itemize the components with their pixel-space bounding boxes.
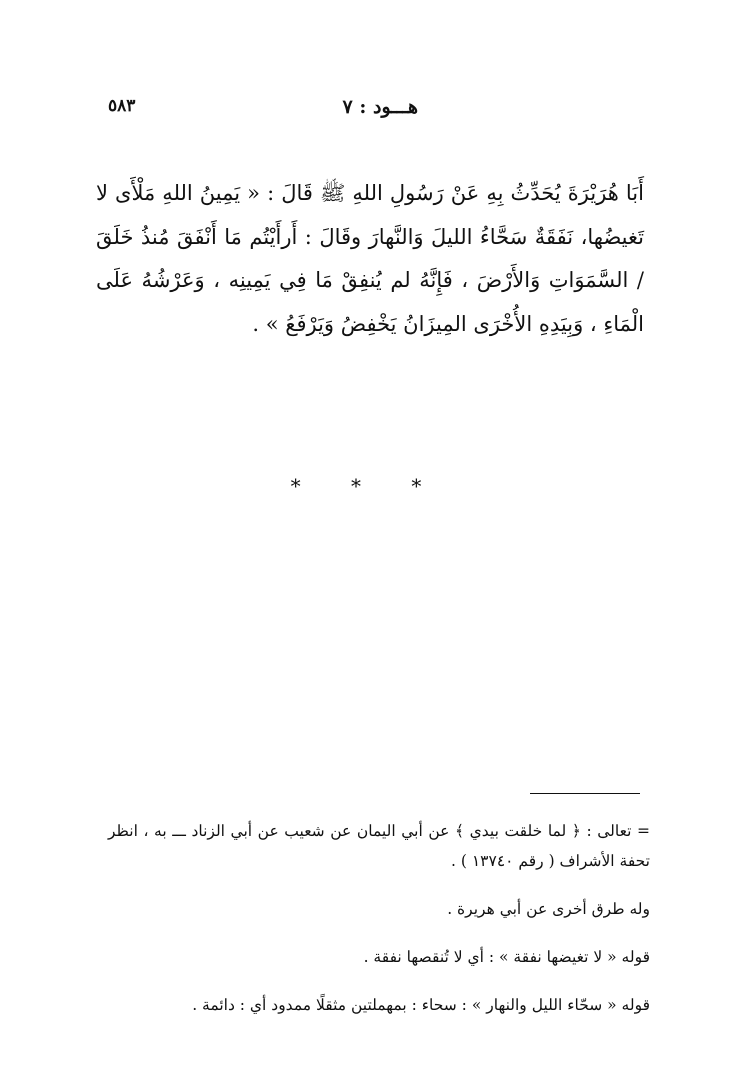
section-separator: * * * xyxy=(290,474,444,498)
footnote-divider xyxy=(530,793,640,794)
footnote-continuation: = تعالى : ﴿ لما خلقت بيدي ﴾ عن أبي اليمان عن شعيب عن أبي الزناد ـــ به ، انظر تحفة الأشراف ( رقم ١٣٧٤٠ ) . xyxy=(108,822,650,870)
surah-verse-title: هـــود : ٧ xyxy=(342,96,418,118)
footnote-item: قوله « سحّاء الليل والنهار » : سحاء : بمهملتين مثقلًا ممدود أي : دائمة . xyxy=(192,996,650,1014)
footnote-item: قوله « لا تغيضها نفقة » : أي لا تُنقصها نفقة . xyxy=(363,948,650,966)
page-number: ٥٨٣ xyxy=(108,96,136,116)
footnote-item: وله طرق أخرى عن أبي هريرة . xyxy=(447,900,650,918)
hadith-text: أَبَا هُرَيْرَةَ يُحَدِّثُ بِهِ عَنْ رَسُولِ اللهِ ﷺ قَالَ : « يَمِينُ اللهِ مَلْأَى لا تَغيضُها، نَفَقَةٌ سَحَّاءُ الليلَ وَالنَّهارَ وقَالَ : أَرأَيْتُم مَا أَنْفَقَ مُنذُ خَلَقَ / السَّمَوَاتِ وَالأَرْضَ ، فَإِنَّهُ لم يُنفِقْ مَا فِي يَمِينِه ، وَعَرْشُهُ عَلَى الْمَاءِ ، وَبِيَدِهِ الأُخْرَى المِيزَانُ يَخْفِضُ وَيَرْفَعُ » . xyxy=(96,181,644,336)
footnotes xyxy=(108,816,650,1020)
page-header xyxy=(108,96,638,126)
